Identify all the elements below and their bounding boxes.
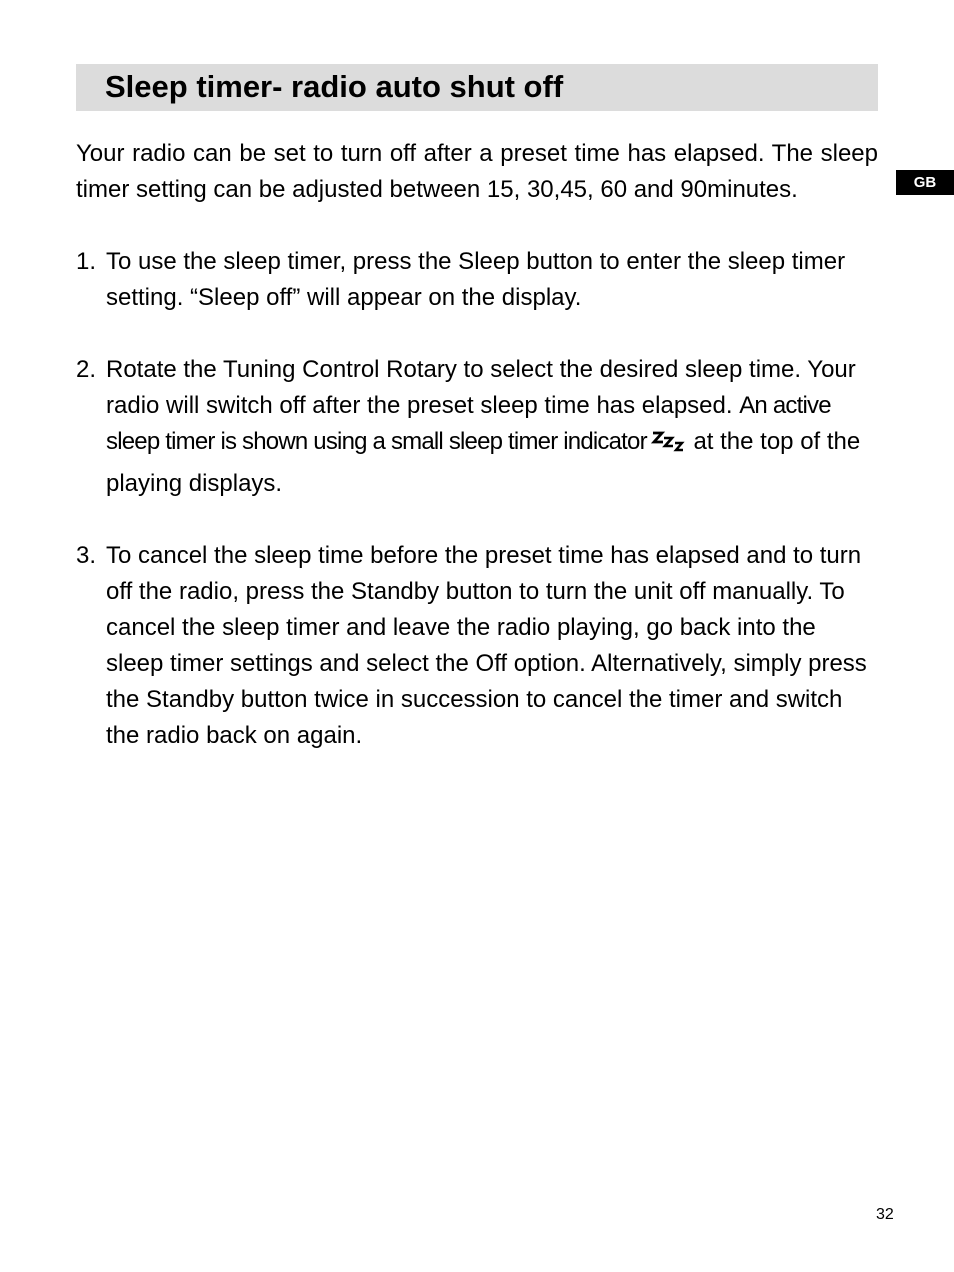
sleep-timer-zzz-icon <box>651 429 687 466</box>
step-text: at the top of the playing displays. <box>106 428 861 497</box>
page-title: Sleep timer- radio auto shut off <box>105 69 564 104</box>
step-text: Rotate the Tuning Control Rotary to select the desired sleep time. Your radio will switch off after the preset sleep time has elapsed. <box>106 356 856 419</box>
step-text-indicator: An active sleep timer is shown using a small sleep timer indicator <box>106 392 831 455</box>
page-number: 32 <box>876 1206 894 1223</box>
step-text: To cancel the sleep time before the preset time has elapsed and to turn off the radio, press the Standby button to turn the unit off manually. To cancel the sleep timer and leave the radio playing, go back into the sleep timer settings and select the Off option. <box>106 542 862 677</box>
language-tab: GB <box>896 170 954 195</box>
step-3 <box>76 538 878 754</box>
main-content <box>76 136 878 790</box>
step-number: 3. <box>76 542 97 569</box>
step-text: To use the sleep timer, press the Sleep button to enter the sleep timer setting. “Sleep off” will appear on the display. <box>106 248 846 311</box>
step-number: 2. <box>76 356 97 383</box>
step-number: 1. <box>76 248 97 275</box>
step-1 <box>76 244 878 316</box>
steps-list <box>76 244 878 754</box>
step-2 <box>76 352 878 502</box>
section-header <box>76 64 878 111</box>
step-text: Alternatively, simply press the Standby button twice in succession to cancel the timer and switch the radio back on again. <box>106 650 867 749</box>
intro-paragraph: Your radio can be set to turn off after a preset time has elapsed. The sleep timer setting can be adjusted between 15, 30,45, 60 and 90minutes. <box>76 140 878 203</box>
